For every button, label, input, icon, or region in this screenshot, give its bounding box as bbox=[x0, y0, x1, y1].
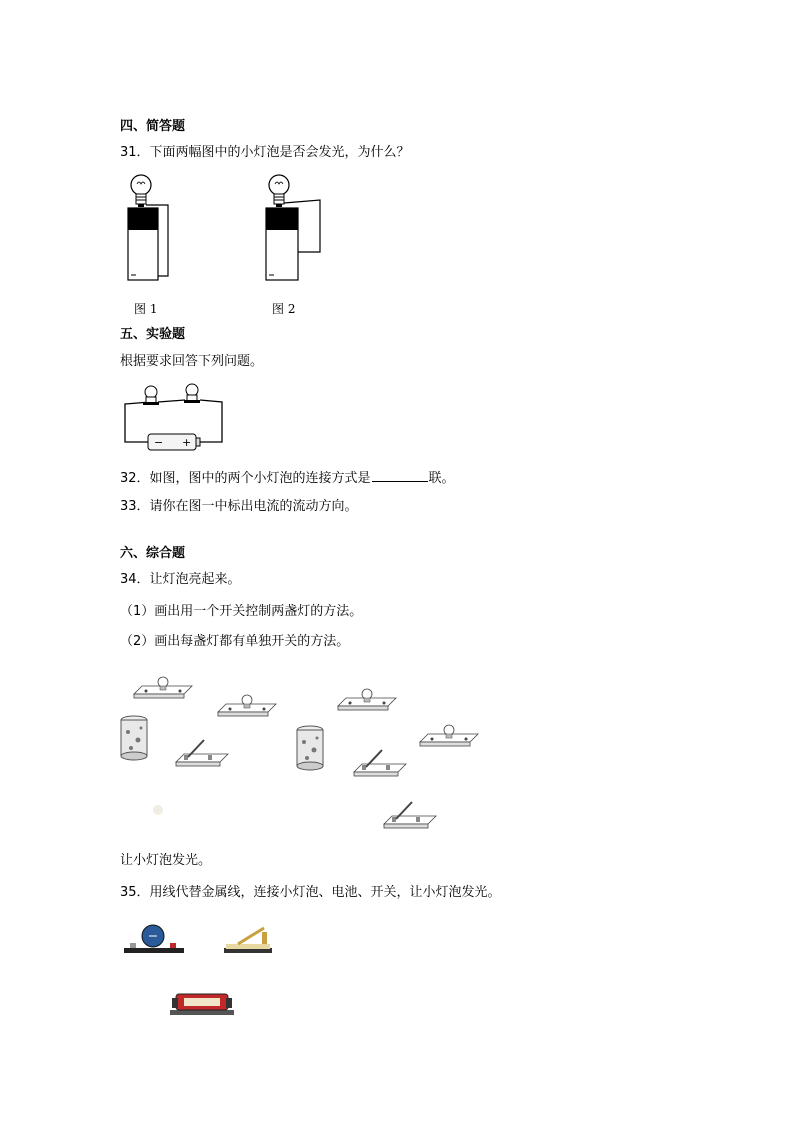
question-32-suffix: 联。 bbox=[428, 471, 455, 486]
question-33: 33．请你在图一中标出电流的流动方向。 bbox=[120, 499, 358, 514]
switch-icon bbox=[384, 802, 436, 828]
series-circuit-diagram bbox=[120, 382, 230, 452]
section5-intro: 根据要求回答下列问题。 bbox=[120, 354, 264, 369]
bulb-holder-icon bbox=[338, 689, 396, 710]
switch-icon bbox=[224, 928, 272, 953]
switch-icon bbox=[176, 740, 228, 766]
battery-icon bbox=[148, 434, 200, 450]
battery-icon bbox=[128, 208, 158, 280]
bulb-icon bbox=[269, 175, 289, 207]
bulb-icon bbox=[143, 386, 159, 405]
battery-plus-label: + bbox=[182, 436, 192, 449]
bulb-holder-icon bbox=[218, 695, 276, 716]
q35-components bbox=[120, 918, 280, 1018]
figure2-diagram bbox=[258, 170, 328, 290]
bulb-icon bbox=[131, 175, 151, 207]
battery-icon bbox=[266, 208, 298, 280]
question-32 bbox=[120, 469, 455, 487]
components-scene bbox=[120, 660, 490, 845]
battery-minus-label: − bbox=[154, 436, 164, 449]
figure1-label: 图 1 bbox=[134, 302, 158, 316]
battery-icon bbox=[121, 716, 147, 760]
question-31: 31．下面两幅图中的小灯泡是否会发光，为什么？ bbox=[120, 145, 410, 160]
switch-icon bbox=[354, 750, 406, 776]
bulb-icon bbox=[184, 384, 200, 403]
section5-heading: 五、实验题 bbox=[120, 327, 186, 342]
question-34-caption: 让小灯泡发光。 bbox=[120, 853, 212, 868]
battery-icon bbox=[297, 726, 323, 770]
figure2-label: 图 2 bbox=[272, 302, 296, 316]
bulb-holder-icon bbox=[420, 725, 478, 746]
question-35: 35．用线代替金属线，连接小灯泡、电池、开关，让小灯泡发光。 bbox=[120, 885, 501, 900]
battery-icon bbox=[170, 994, 234, 1015]
bulb-holder-icon bbox=[124, 925, 184, 953]
question-34-part1: （1）画出用一个开关控制两盏灯的方法。 bbox=[120, 604, 363, 619]
question-32-text: 32．如图，图中的两个小灯泡的连接方式是 bbox=[120, 471, 371, 486]
section6-heading: 六、综合题 bbox=[120, 546, 186, 561]
section4-heading: 四、简答题 bbox=[120, 119, 186, 134]
figure1-diagram bbox=[120, 170, 180, 290]
question-34-part2: （2）画出每盏灯都有单独开关的方法。 bbox=[120, 634, 350, 649]
answer-blank[interactable] bbox=[372, 469, 428, 482]
bulb-holder-icon bbox=[134, 677, 192, 698]
question-34: 34．让灯泡亮起来。 bbox=[120, 572, 241, 587]
